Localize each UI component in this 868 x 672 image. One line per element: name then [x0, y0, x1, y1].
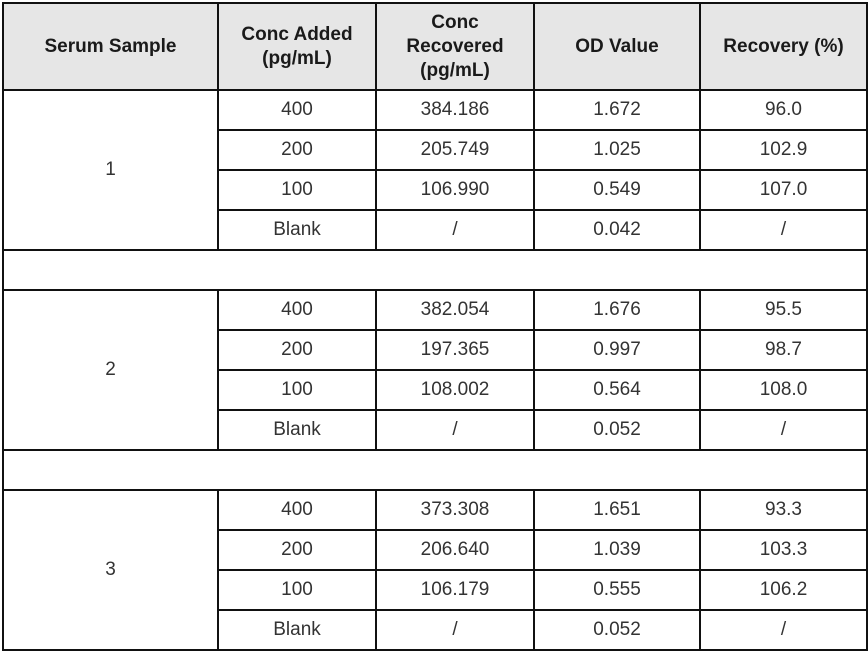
- conc-recovered-cell: 206.640: [376, 530, 534, 570]
- conc-added-cell: 400: [218, 290, 376, 330]
- od-value-cell: 0.042: [534, 210, 700, 250]
- conc-recovered-cell: /: [376, 410, 534, 450]
- sample-cell: 2: [3, 290, 218, 450]
- conc-recovered-cell: /: [376, 610, 534, 650]
- header-recovery-label: Recovery (%): [723, 35, 844, 57]
- sample-cell: 3: [3, 490, 218, 650]
- recovery-cell: 96.0: [700, 90, 867, 130]
- header-conc-added: [218, 3, 376, 90]
- od-value-cell: 1.651: [534, 490, 700, 530]
- recovery-cell: 103.3: [700, 530, 867, 570]
- conc-recovered-cell: 106.990: [376, 170, 534, 210]
- recovery-cell: 98.7: [700, 330, 867, 370]
- header-conc-recovered-line1: Conc: [431, 11, 479, 33]
- conc-recovered-cell: 384.186: [376, 90, 534, 130]
- conc-recovered-cell: 205.749: [376, 130, 534, 170]
- header-conc-added-line1: Conc Added: [241, 23, 353, 45]
- recovery-cell: 93.3: [700, 490, 867, 530]
- conc-added-cell: 400: [218, 90, 376, 130]
- sample-cell: 1: [3, 90, 218, 250]
- od-value-cell: 0.052: [534, 410, 700, 450]
- conc-added-cell: Blank: [218, 610, 376, 650]
- header-recovery: [700, 3, 867, 90]
- conc-added-cell: Blank: [218, 410, 376, 450]
- header-od-value-label: OD Value: [575, 35, 659, 57]
- header-row: [3, 3, 867, 90]
- conc-recovered-cell: 108.002: [376, 370, 534, 410]
- recovery-cell: /: [700, 410, 867, 450]
- conc-recovered-cell: /: [376, 210, 534, 250]
- conc-added-cell: 200: [218, 330, 376, 370]
- conc-added-cell: 400: [218, 490, 376, 530]
- od-value-cell: 1.039: [534, 530, 700, 570]
- od-value-cell: 0.997: [534, 330, 700, 370]
- recovery-table: [2, 2, 868, 651]
- recovery-cell: /: [700, 610, 867, 650]
- recovery-cell: 107.0: [700, 170, 867, 210]
- table-row: [3, 490, 867, 530]
- header-conc-recovered-line3: (pg/mL): [420, 59, 490, 81]
- header-conc-added-line2: (pg/mL): [262, 47, 332, 69]
- table-row: [3, 290, 867, 330]
- conc-recovered-cell: 197.365: [376, 330, 534, 370]
- spacer-row: [3, 450, 867, 490]
- table-body: [3, 90, 867, 650]
- recovery-cell: /: [700, 210, 867, 250]
- header-conc-recovered-line2: Recovered: [406, 35, 504, 57]
- conc-added-cell: 100: [218, 370, 376, 410]
- recovery-cell: 106.2: [700, 570, 867, 610]
- od-value-cell: 1.025: [534, 130, 700, 170]
- conc-added-cell: 200: [218, 130, 376, 170]
- spacer-row: [3, 250, 867, 290]
- conc-recovered-cell: 382.054: [376, 290, 534, 330]
- spacer-cell: [3, 450, 867, 490]
- od-value-cell: 1.672: [534, 90, 700, 130]
- recovery-cell: 95.5: [700, 290, 867, 330]
- conc-added-cell: 100: [218, 570, 376, 610]
- od-value-cell: 0.555: [534, 570, 700, 610]
- spacer-cell: [3, 250, 867, 290]
- header-od-value: [534, 3, 700, 90]
- header-conc-recovered: [376, 3, 534, 90]
- recovery-cell: 102.9: [700, 130, 867, 170]
- od-value-cell: 0.549: [534, 170, 700, 210]
- od-value-cell: 0.564: [534, 370, 700, 410]
- table-header: [3, 3, 867, 90]
- conc-added-cell: 200: [218, 530, 376, 570]
- conc-recovered-cell: 373.308: [376, 490, 534, 530]
- recovery-cell: 108.0: [700, 370, 867, 410]
- od-value-cell: 0.052: [534, 610, 700, 650]
- header-serum-sample: [3, 3, 218, 90]
- conc-added-cell: 100: [218, 170, 376, 210]
- table-row: [3, 90, 867, 130]
- conc-recovered-cell: 106.179: [376, 570, 534, 610]
- conc-added-cell: Blank: [218, 210, 376, 250]
- header-serum-sample-label: Serum Sample: [44, 35, 177, 57]
- od-value-cell: 1.676: [534, 290, 700, 330]
